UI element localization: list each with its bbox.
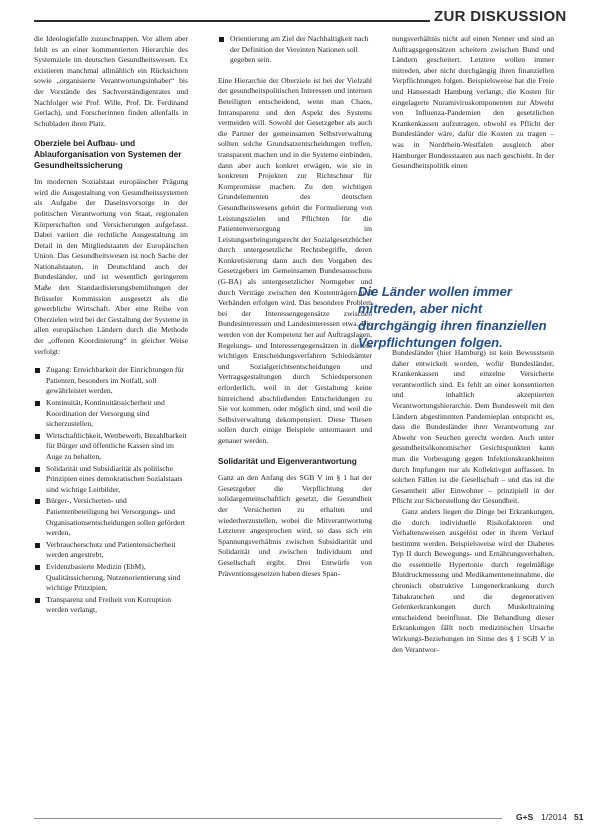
column-3-top <box>392 34 554 278</box>
list-item: Zugang: Erreichbarkeit der Einrichtungen für Patienten, besonders im Notfall, soll gewährleistet werden, <box>34 365 188 397</box>
column-3-bottom <box>392 348 554 655</box>
journal-name: G+S <box>516 812 534 822</box>
col1-subheading: Oberziele bei Aufbau- und Ablauforganisation von Systemen der Gesundheitssicherung <box>34 139 182 170</box>
col3-paragraph-2: Bundesländer (hier Hamburg) ist kein Bewusstsein daher entwickelt worden, wofür Bundesländer, Krankenkassen und einzelne Versicherte verantwortlich sind. Es fehlt an einer konsentierten und inhaltlich akzeptierten Verantwortungshierarchie. Dem Bundesweit mit den Ländern abgestimmten Pandemieplan entspricht es, dass die Bundesländer ihrer Verantwortung zur Abwehr von Seuchen gerecht werden. Auch unter gesundheitsökonomischer Gesichtspunkten kann man die Vorbeugung gegen Infektionskrankheiten durch Impfungen nur als Kollektivgut auffassen. In solchen Fällen ist die Gesellschaft – und das ist die Gesamtheit aller Einwohner – prinzipiell in der Pflicht zur Sicherstellung der Gesundheit. <box>392 348 554 506</box>
col2-paragraph-2: Ganz an den Anfang des SGB V im § 1 hat der Gesetzgeber die Verpflichtung der solidargemeinschaftlich gesetzt, die Gesundheit der Versicherten zu erhalten und wiederherzustellen, wobei die Mitverantwortung Letzterer angesprochen wird, so dass sich ein Spannungsverhältnis zwischen Subsidiarität und Solidarität und zwischen Individuum und Gesellschaft ergibt. Drei Entwürfe von Präventionsgesetzen haben dieses Span- <box>218 473 372 578</box>
col3-paragraph-3: Ganz anders liegen die Dinge bei Erkrankungen, die durch individuelle Risikofaktoren und Verhaltensweisen ausgelöst oder in ihrem Verlauf bestimmt werden. Beispielsweise wird der Diabetes Typ II durch Bewegungs- und Ernährungsverhalten, die essentielle Hypertonie durch regelmäßige Blutdruckmessung und Medikamenteneinnahme, die chronisch obstruktive Lungenerkrankung durch Tabakrauchen und die degenerativen Gelenkerkrankungen durch Muskeltraining entscheidend beeinflusst. Die Behandlung dieser Erkrankungen fällt noch medizinischen Ursache Wirkungs-Beziehungen im Sinne des § 1 SGB V in den Verantwor- <box>392 506 554 654</box>
col2-subheading: Solidarität und Eigenverantwortung <box>218 456 357 466</box>
header-rule <box>34 20 430 22</box>
list-item: Evidenzbasierte Medizin (EbM), Qualitätssicherung, Nutzenorientierung sind wichtige Prinzipien, <box>34 562 188 594</box>
list-item: Transparenz und Freiheit von Korruption werden verlangt, <box>34 595 188 616</box>
column-2 <box>218 34 372 579</box>
col3-paragraph-1: nungsverhältnis nicht auf einen Nenner und sind an Auftragsgegensätzen scheitern zwischen Bund und Ländern gescheitert. Letztere wollen immer mitreden, aber nicht durchgängig ihren finanziellen Verpflichtungen folgen. Beispielsweise hat die Freie und Hansestadt Hamburg verlangt, die Kosten für eingelagerte Nuramiviruskomponenten zur Abwehr von Influenza-Pandemien den gesetzlichen Krankenkassen aufzutragen, obwohl es Pflicht der Bundesländer wäre, dafür die Kosten zu tragen – was in Nordrhein-Westfalen ausgleich aber Hamburger Bundesstaaten aus nach geschieht. In der Gesundheitspolitik einen <box>392 34 554 171</box>
col2-paragraph-1: Eine Hierarchie der Oberziele ist bei der Vielzahl der gesundheitspolitischen Interessen und internen Beteiligten entscheidend, wenn man Chaos, Intransparenz und den Aspekt des Systems vermeiden will. Sowohl der Gesetzgeber als auch die Partner der gemeinsamen Selbstverwaltung sollten solche Grundsatzentscheidungen treffen, transparent machen und in die Systeme einbinden, dann aber auch konkret erwägen, wie sie in konkreten Projekten zur Richtschnur für Kompromisse machen. Zu den wichtigen Grundelementen des deutschen Gesundheitswesens gehört die Formulierung von Leistungszielen und Pflichten für die Patientenversorgung im Leistungserbringungsrecht der Sozialgesetzbücher durch untergesetzliche Rechtsbegriffe, deren Konkretisierung dann auch den Vorgaben des Gesetzgebers im Gemeinsamen Bundesausschuss (G-BA) als untergesetzlicher Normgeber und durch Verträge zwischen den Kostenträgern und Verbänden erfolgen wird. Das besondere Problem bei der Interessengegensätze zwischen Bundesinteressen und Landesinteressen etwa. Die werden von der Kompetenz her auf Auftragslagen, Regelungs- und Interessengegensätzen in diesem wichtigen Entscheidungsverfahren Schiedsämter und Sozialgerichtsentscheidungen und Vertragsgestaltungen durch Schiedspersonen erforderlich, weil in der Gestaltung keine hinreichend abschließenden Entscheidungen zu Sie vor kommen, oder möglich sind, und weil die Selbstverwaltung dekompensiert. Diese Thesen sollen durch einige Beispiele untermauert und genauer werden. <box>218 75 372 445</box>
objectives-list <box>34 365 188 616</box>
pull-quote-line: Die Länder wollen immer <box>358 284 512 299</box>
list-item: Verbraucherschutz und Patientensicherheit werden angestrebt, <box>34 540 188 561</box>
col1-intro-paragraph: die Ideologiefalle zuzuschnappen. Vor allem aber fehlt es an einer kommentierten Hierarchie des Systemziele im deutschen Gesundheitswesen. Ex existieren manchmal allmählich ein Rücksichten sowie „organisierte Verantwortungsinhaber“ bis der Vorstände des Sachverständigenrates und Nachfolger wie Prof. Wille, Prof. Dr. Ferdinand Gerlach), und Forscherinnen finden allenfalls in Schubladen ihren Platz. <box>34 34 188 128</box>
pull-quote-line: mitreden, aber nicht <box>358 301 483 316</box>
pull-quote-line: durchgängig ihren finanziellen <box>358 318 547 333</box>
page-number: 51 <box>574 812 584 822</box>
list-item: Wirtschaftlichkeit, Wettbewerb, Bezahlbarkeit für Bürger und öffentliche Kassen sind im Auge zu behalten, <box>34 431 188 463</box>
list-item: Solidarität und Subsidiarität als politische Prinzipien eines demokratischen Sozialstaats sind wichtige Leitbilder, <box>34 464 188 496</box>
list-item: Kontinuität, Kontinuitätssicherheit und Koordination der Versorgung sind sicherzustellen, <box>34 398 188 430</box>
pull-quote-line: Verpflichtungen folgen. <box>358 335 503 350</box>
list-item: Bürger-, Versicherten- und Patientenbeteiligung bei Versorgungs- und Organisationsentscheidungen sollen gefördert werden, <box>34 496 188 538</box>
pull-quote <box>358 283 558 351</box>
objectives-list-continued <box>218 34 372 66</box>
column-1 <box>34 34 188 617</box>
footer-rule <box>34 818 502 819</box>
list-item: Orientierung am Ziel der Nachhaltigkeit nach der Definition der Vereinten Nationen soll gegeben sein. <box>218 34 372 66</box>
issue-number: 1/2014 <box>541 812 567 822</box>
section-title: ZUR DISKUSSION <box>434 8 567 25</box>
col1-body-paragraph: Im modernen Sozialstaat europäischer Prägung wird die Ausgestaltung von Gesundheitssystemen als Aufgabe der Daseinsvorsorge in der politischen Verantwortung von Staat, regionalen Körperschaften und Versicherungen aufgefasst. Dabei variiert die rechtliche Ausgestaltung im Detail in den Mitgliedstaaten der Europäischen Union. Das Gesundheitswesen ist noch Sache der Nationalstaaten, in Deutschland auch der Bundesländer, und ist wesentlich geringerem Maße den Standardisierungsbemühungen der Brüsseler Kommission ausgesetzt als die gewerbliche Wirtschaft. Aber eine Reihe von Oberzielen wird bei der Gestaltung der Systeme in allen europäischen Ländern durch die Methode der „offenen Koordinierung“ in gleicher Weise verfolgt: <box>34 177 188 356</box>
